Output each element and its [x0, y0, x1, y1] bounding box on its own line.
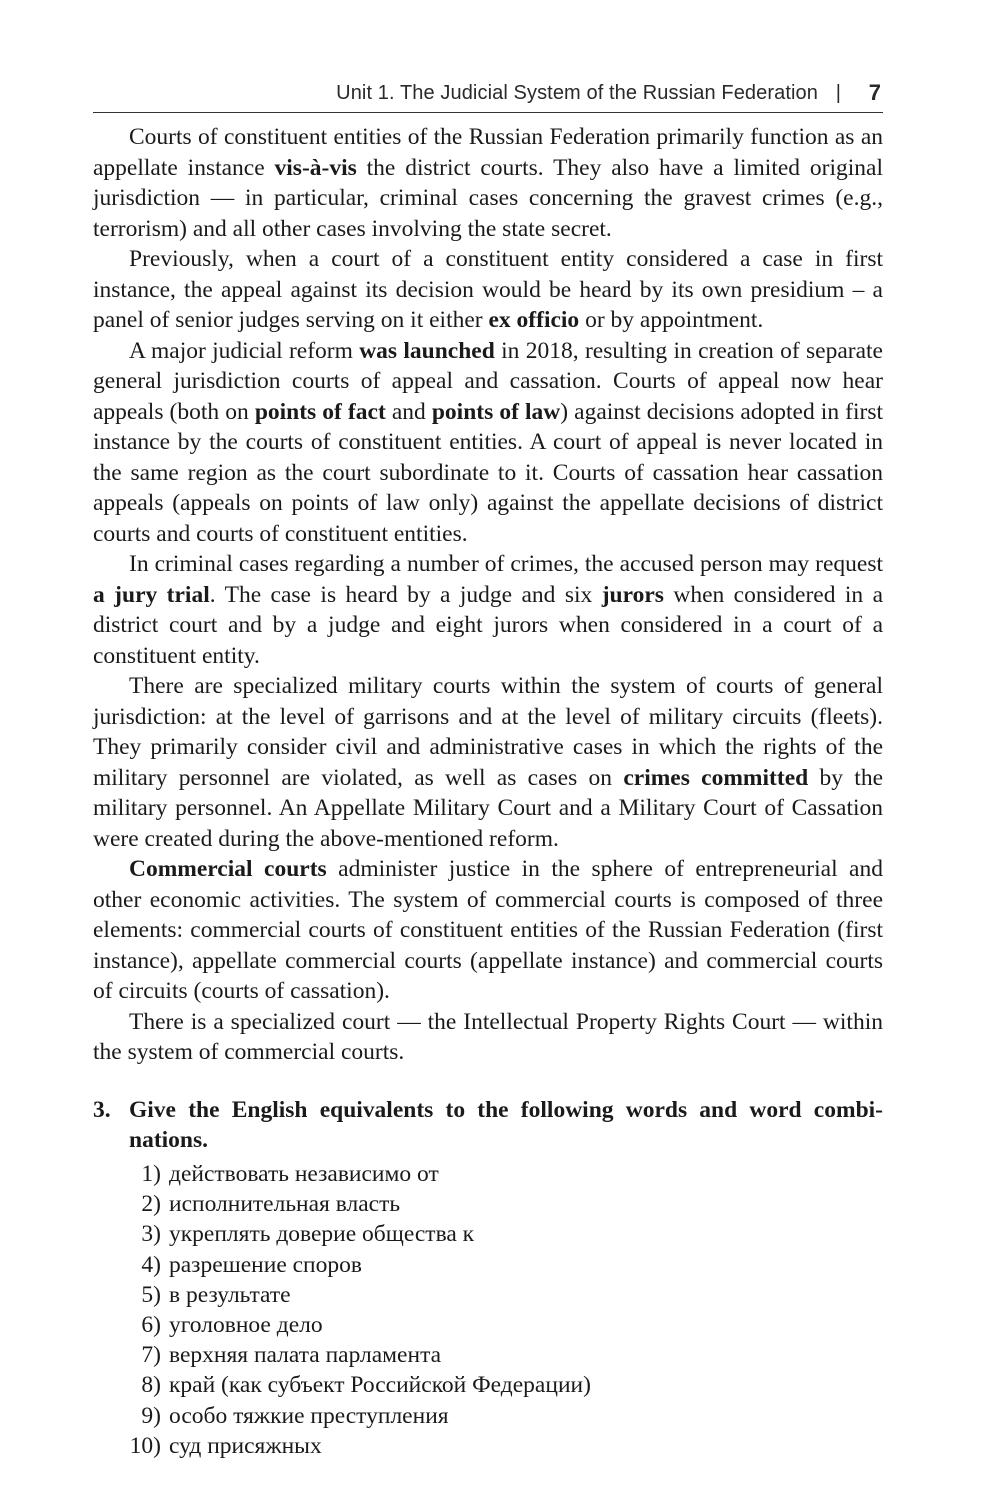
paragraph-text: by the military personnel. An Appellate Military Court and a Military Court of Cassation were created during the above-mentioned reform.: [93, 764, 883, 852]
list-item: [93, 1340, 883, 1370]
vocabulary-list: [93, 1159, 883, 1461]
exercise-3: [93, 1095, 883, 1461]
list-item: [93, 1431, 883, 1461]
bold-term: ex officio: [488, 307, 580, 333]
list-item-number: 9): [141, 1402, 161, 1429]
list-item: [93, 1401, 883, 1431]
list-item: [93, 1370, 883, 1400]
list-item-text: особо тяжкие преступления: [169, 1402, 449, 1429]
list-item-text: укреплять доверие общества к: [169, 1221, 475, 1248]
list-item: [93, 1159, 883, 1189]
list-item-text: уголовное дело: [169, 1311, 323, 1338]
list-item-text: край (как субъект Российской Федерации): [169, 1372, 591, 1399]
list-item-text: разрешение споров: [169, 1251, 362, 1278]
paragraph-text: There is a specialized court — the Intellectual Property Rights Court — within the system of commercial courts.: [93, 1008, 883, 1065]
bold-term: points of fact: [254, 398, 386, 425]
list-item-text: действовать независимо от: [169, 1161, 439, 1187]
list-item-number: 2): [141, 1191, 161, 1218]
body-text: [93, 122, 883, 1068]
exercise-instruction: Give the English equivalents to the following words and word combinations.: [129, 1097, 883, 1153]
list-item-number: 8): [141, 1372, 161, 1399]
paragraph-text: administer justice in the sphere of entrepreneurial and other economic activities. The system of commercial courts is composed of three elements: commercial courts of constituent entities of the Russian Federation (first instance), appellate commercial courts (appellate instance) and commercial courts of circuits (courts of cassation).: [93, 856, 883, 1004]
paragraph-text: the district courts. They also have a limited original jurisdiction — in particular, criminal cases concerning the gravest crimes (e.g., terrorism) and all other cases involving the state secret.: [93, 154, 883, 242]
paragraph-text: Previously, when a court of a constituent entity considered a case in first instance, the appeal against its decision would be heard by its own presidium – a panel of senior judges serving on it either: [93, 246, 883, 333]
bold-term: jurors: [601, 581, 664, 608]
paragraph: [93, 1007, 883, 1068]
list-item-text: верхняя палата парламента: [169, 1342, 442, 1369]
paragraph-text: ) against decisions adopted in first instance by the courts of constituent entities. A court of appeal is never located in the same region as the court subordinate to it. Courts of cassation hear cassation appeals (appeals on points of law only) against the appellate decisions of district courts and courts of constituent entities.: [93, 398, 883, 547]
paragraph-text: There are specialized military courts within the system of courts of general jurisdiction: at the level of garrisons and at the level of military circuits (fleets). They primarily consider civil and administrative cases in which the rights of the military personnel are violated, as well as cases on: [93, 673, 883, 791]
list-item: [93, 1189, 883, 1219]
page-number: 7: [868, 80, 881, 105]
paragraph: [93, 854, 883, 1007]
list-item-number: 7): [141, 1342, 161, 1369]
bold-term: Commercial courts: [129, 856, 327, 882]
paragraph-text: and: [385, 398, 432, 425]
running-header: [93, 78, 883, 113]
paragraph-text: when considered in a district court and by a judge and eight jurors when considered in a court of a constituent entity.: [93, 581, 884, 669]
paragraph-text: . The case is heard by a judge and six: [209, 581, 602, 608]
list-item-number: 6): [141, 1311, 161, 1338]
list-item-number: 1): [141, 1161, 161, 1187]
exercise-heading: [93, 1095, 883, 1155]
bold-term: points of law: [431, 398, 561, 425]
paragraph-text: in 2018, resulting in creation of separate general jurisdiction courts of appeal and cassation. Courts of appeal now hear appeals (both on: [93, 337, 883, 425]
bold-term: crimes committed: [623, 764, 809, 791]
list-item-number: 4): [141, 1251, 161, 1278]
exercise-number: 3.: [93, 1097, 111, 1123]
paragraph: [93, 549, 883, 671]
paragraph-text: Courts of constituent entities of the Russian Federation primarily function as an appellate instance: [93, 124, 883, 181]
paragraph: [93, 122, 883, 244]
running-header-title: Unit 1. The Judicial System of the Russian Federation: [336, 82, 818, 104]
paragraph-text: A major judicial reform: [129, 337, 360, 364]
list-item: [93, 1250, 883, 1280]
bold-term: vis-à-vis: [274, 154, 357, 181]
list-item-text: в результате: [169, 1281, 291, 1308]
list-item: [93, 1219, 883, 1249]
paragraph-text: or by appointment.: [579, 307, 764, 333]
paragraph-text: In criminal cases regarding a number of crimes, the accused person may request: [129, 551, 883, 577]
bold-term: a jury trial: [93, 581, 210, 608]
list-item: [93, 1310, 883, 1340]
list-item-number: 10): [129, 1432, 161, 1459]
running-header-separator: |: [835, 82, 841, 104]
list-item-number: 5): [141, 1281, 161, 1308]
bold-term: was launched: [359, 337, 495, 364]
paragraph: [93, 336, 883, 550]
list-item-text: суд присяжных: [169, 1432, 322, 1459]
paragraph: [93, 244, 883, 336]
list-item: [93, 1280, 883, 1310]
list-item-number: 3): [141, 1221, 161, 1248]
list-item-text: исполнительная власть: [169, 1191, 401, 1218]
paragraph: [93, 671, 883, 854]
